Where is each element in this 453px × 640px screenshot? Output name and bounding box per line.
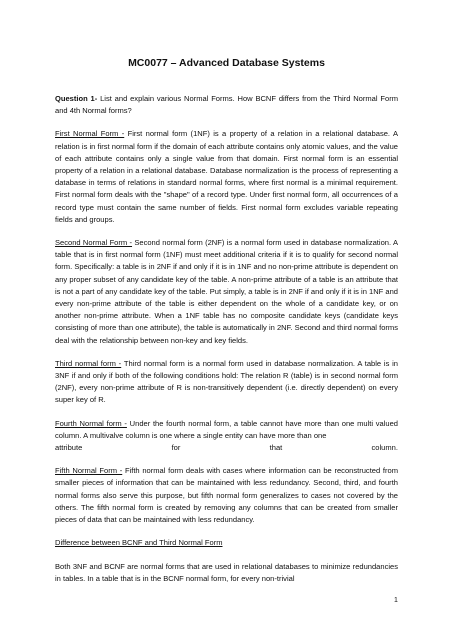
closing-paragraph — [55, 561, 398, 585]
third-normal-form-text: Third normal form is a normal form used in database normalization. A table is in 3NF if and only if both of the following conditions hold: The relation R (table) is in second normal form (2NF), every non-prime attribute of R is non-transitively dependent (i.e. directly dependent) on every super key of R. — [55, 358, 398, 405]
page-number: 1 — [394, 597, 398, 604]
first-normal-form-heading: First Normal Form - — [55, 129, 125, 139]
fourth-normal-form-paragraph — [55, 418, 398, 442]
first-normal-form-text: First normal form (1NF) is a property of a relation in a relational database. A relation is in first normal form if the domain of each attribute contains only atomic values, and the value of each attribute contains only a single value from that domain. First normal form is an essential property of a relation in a relational database. Database normalization is the process of representing a database in terms of relations in standard normal forms, where first normal is a minimal requirement. First normal form deals with the "shape" of a record type. Under first normal form, all occurrences of a record type must contain the same number of fields. First normal form excludes variable repeating fields and groups. — [55, 129, 398, 224]
fourth-normal-form-text: Under the fourth normal form, a table cannot have more than one multi valued column. A multivalve column is one where a single entity can have more than one — [55, 418, 398, 440]
difference-heading-paragraph — [55, 537, 398, 549]
question-paragraph — [55, 93, 398, 117]
fifth-normal-form-heading: Fifth Normal Form - — [55, 466, 123, 476]
document-body — [55, 93, 398, 596]
fourth-normal-form-heading: Fourth Normal form - — [55, 418, 127, 428]
second-normal-form-heading: Second Normal Form - — [55, 238, 133, 248]
first-normal-form-paragraph — [55, 128, 398, 226]
spread-word: column. — [371, 443, 398, 453]
third-normal-form-paragraph — [55, 358, 398, 407]
fifth-normal-form-text: Fifth normal form deals with cases where information can be reconstructed from smaller pieces of information that can be maintained with less redundancy. Second, third, and fourth normal forms also serve this purpose, but fifth normal form generalizes to cases not covered by the others. The fifth normal form is created by removing any columns that can be created from smaller pieces of data that can be maintained with less redundancy. — [55, 466, 398, 525]
second-normal-form-paragraph — [55, 237, 398, 347]
third-normal-form-heading: Third normal form - — [55, 358, 122, 368]
difference-heading: Difference between BCNF and Third Normal Form — [55, 538, 223, 548]
closing-text: Both 3NF and BCNF are normal forms that are used in relational databases to minimize redundancies in tables. In a table that is in the BCNF normal form, for every non-trivial — [55, 561, 398, 583]
spread-word: for — [171, 443, 181, 453]
spread-word: attribute — [55, 443, 83, 453]
question-text: List and explain various Normal Forms. How BCNF differs from the Third Normal Form and 4th Normal forms? — [55, 94, 398, 116]
question-label: Question 1- — [55, 94, 98, 103]
spread-word: that — [269, 443, 283, 453]
fifth-normal-form-paragraph — [55, 465, 398, 526]
document-title: MC0077 – Advanced Database Systems — [128, 57, 325, 69]
fourth-normal-form-last-line — [55, 442, 398, 454]
second-normal-form-text: Second normal form (2NF) is a normal form used in database normalization. A table that is in first normal form (1NF) must meet additional criteria if it is to qualify for second normal form. Specifically: a table is in 2NF if and only if it is in 1NF and no non-prime attribute is dependent on any proper subset of any candidate key of the table. A non-prime attribute of a table is an attribute that is not a part of any candidate key of the table. Put simply, a table is in 2NF if and only if it is in 1NF and every non-prime attribute of the table is either dependent on the whole of a candidate key, or on another non-prime attribute. When a 1NF table has no composite candidate keys (candidate keys consisting of more than one attribute), the table is automatically in 2NF. Second and third normal forms deal with the relationship between non-key and key fields. — [55, 238, 399, 345]
